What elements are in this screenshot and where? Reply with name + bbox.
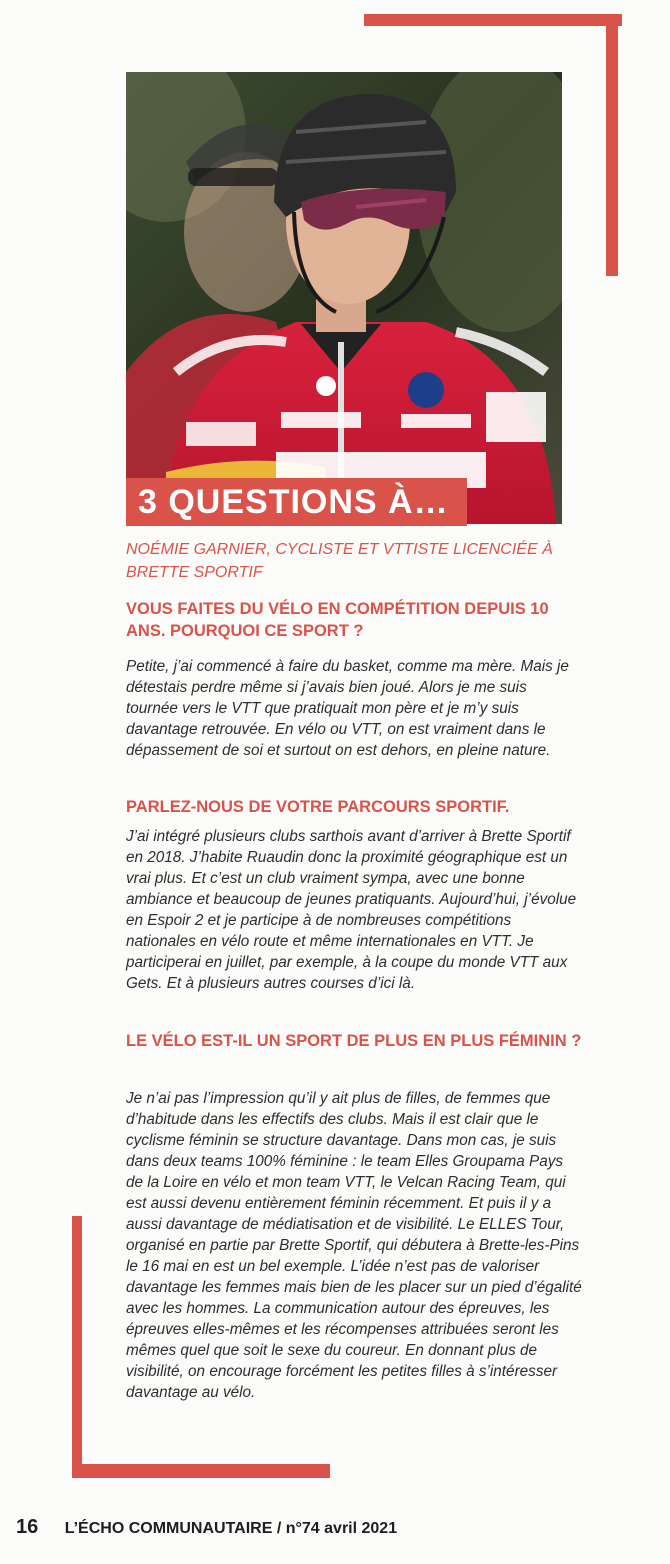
bottom-left-bracket-vertical — [72, 1216, 82, 1478]
question-3: LE VÉLO EST-IL UN SPORT DE PLUS EN PLUS FÉMININ ? — [126, 1032, 582, 1050]
page-number: 16 — [16, 1516, 39, 1538]
question-2: PARLEZ-NOUS DE VOTRE PARCOURS SPORTIF. — [126, 798, 510, 816]
top-right-bracket-vertical — [606, 14, 618, 276]
publication-name: L’ÉCHO COMMUNAUTAIRE / n°74 avril 2021 — [64, 1520, 398, 1537]
bottom-left-bracket-horizontal — [72, 1464, 330, 1478]
top-right-bracket-horizontal — [364, 14, 622, 26]
answer-1: Petite, j’ai commencé à faire du basket, comme ma mère. Mais je détestais perdre même si j’avais bien joué. Alors je me suis tournée vers le VTT que pratiquait mon père et je m’y suis davantage retrouvée. En vélo ou VTT, on est vraiment dans le dépassement de soi et surtout on est dehors, en pleine nature. — [126, 658, 569, 759]
interviewee-subtitle: NOÉMIE GARNIER, CYCLISTE ET VTTISTE LICENCIÉE À BRETTE SPORTIF — [126, 541, 553, 581]
section-title: 3 QUESTIONS À… — [126, 478, 467, 526]
answer-2: J’ai intégré plusieurs clubs sarthois avant d’arriver à Brette Sportif en 2018. J’habite Ruaudin donc la proximité géographique est un vrai plus. Et c’est un club vraiment sympa, avec une bonne ambiance et beaucoup de jeunes pratiquants. Aujourd’hui, j’évolue en Espoir 2 et je participe à de nombreuses compétitions nationales en vélo route et même internationales en VTT. Je participerai en juillet, par exemple, à la coupe du monde VTT aux Gets. Et à plusieurs autres courses d’ici là. — [126, 828, 577, 992]
cyclist-photo — [126, 72, 562, 524]
question-1: VOUS FAITES DU VÉLO EN COMPÉTITION DEPUIS 10 ANS. POURQUOI CE SPORT ? — [126, 600, 549, 640]
answer-3: Je n’ai pas l’impression qu’il y ait plus de filles, de femmes que d’habitude dans les effectifs des clubs. Mais il est clair que le cyclisme féminin se structure davantage. Dans mon cas, je suis dans deux teams 100% féminine : le team Elles Groupama Pays de la Loire en vélo et mon team VTT, le Velcan Racing Team, qui est aussi devenu entièrement féminin récemment. Et puis il y a aussi davantage de médiatisation et de visibilité. Le ELLES Tour, organisé en partie par Brette Sportif, qui débutera à Brette-les-Pins le 16 mai en est un bel exemple. L’idée n’est pas de valoriser davantage les femmes mais bien de les placer sur un pied d’égalité avec les hommes. La communication autour des épreuves, les épreuves elles-mêmes et les récompenses attribuées seront les mêmes quel que soit le sexe du coureur. En donnant plus de visibilité, on encourage forcément les petites filles à s’intéresser davantage au vélo. — [126, 1090, 582, 1401]
page-footer — [16, 1516, 397, 1539]
